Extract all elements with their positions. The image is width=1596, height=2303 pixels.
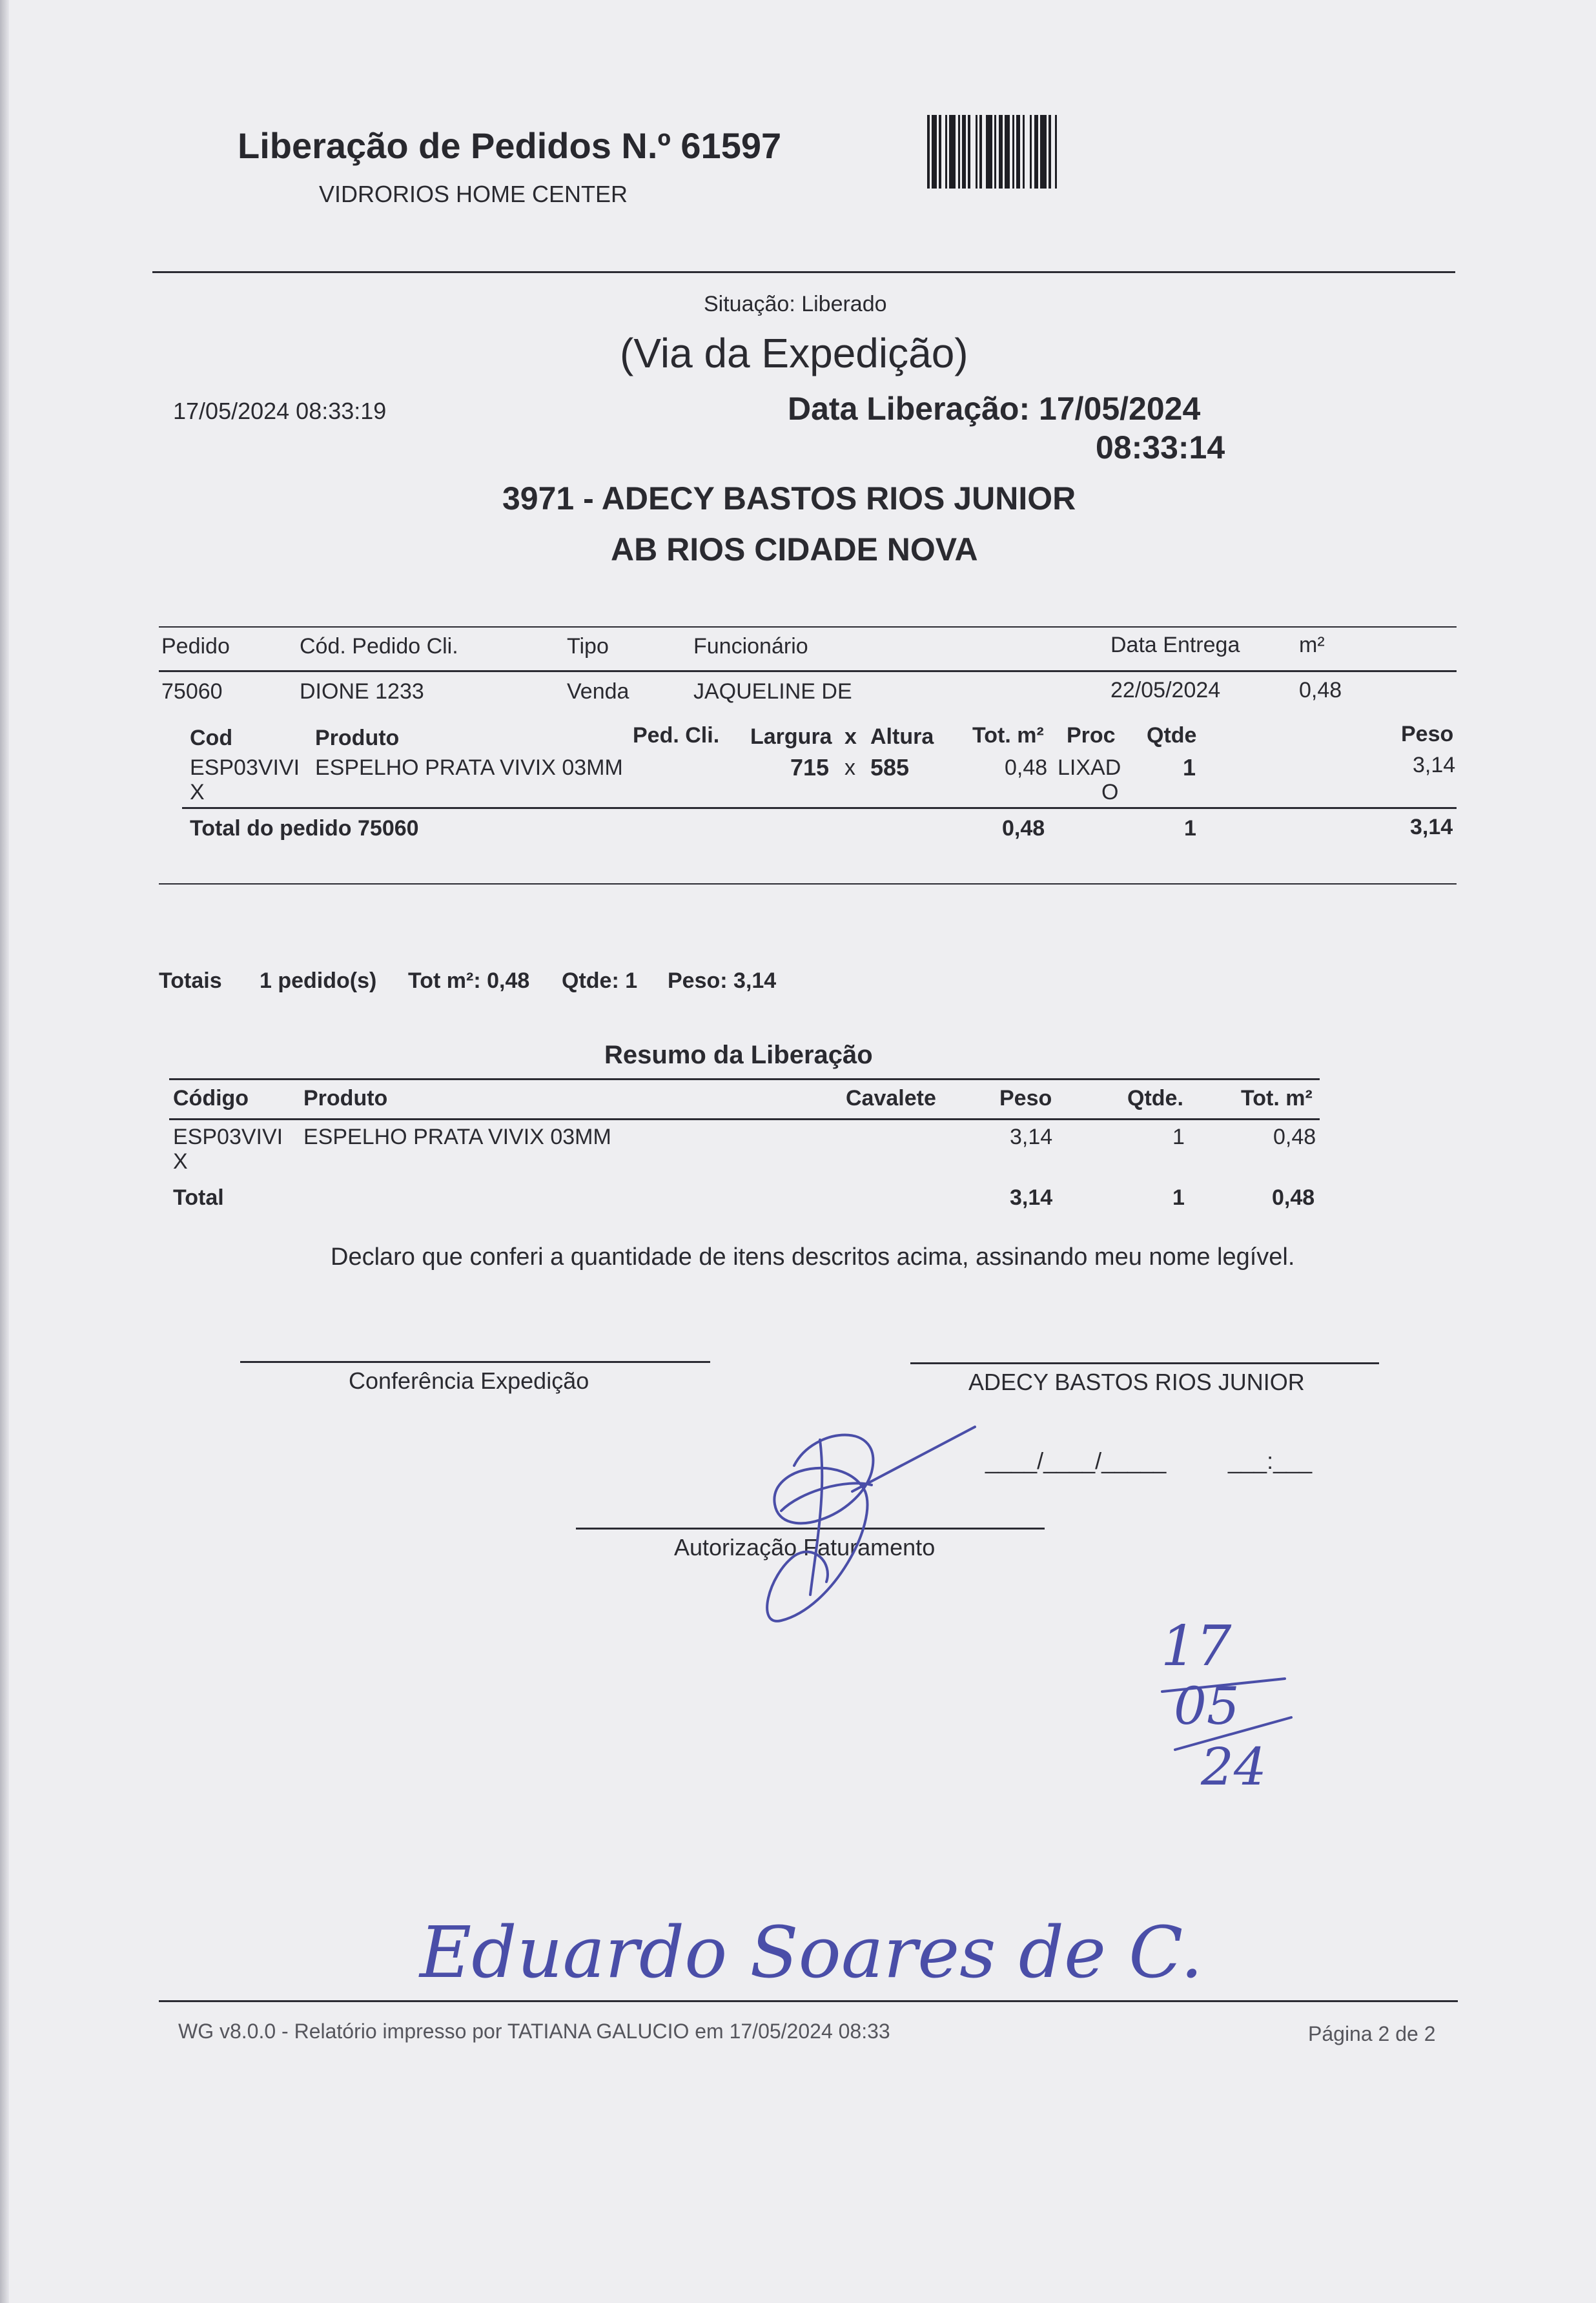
resumo-header-qtde: Qtde. [1127,1086,1183,1111]
handwritten-name: Eduardo Soares de C. [420,1911,1203,1994]
item-header-cod: Cod [190,726,233,750]
order-total-label: Total do pedido 75060 [190,816,419,841]
resumo-total-peso: 3,14 [1010,1185,1053,1210]
totals-qtde: Qtde: 1 [562,968,638,993]
totals-m2: Tot m²: 0,48 [408,968,530,993]
item-header-altura: Altura [870,724,934,749]
situacao-text: Situação: Liberado [704,292,887,316]
resumo-header-peso: Peso [999,1086,1052,1111]
signature-label-left: Conferência Expedição [349,1367,589,1394]
signature-line-left [240,1361,710,1363]
data-liberacao: Data Liberação: 17/05/2024 [788,391,1201,427]
resumo-qtde: 1 [1172,1125,1185,1149]
cod-pedido-cli: DIONE 1233 [300,679,424,704]
resumo-codigo-line1: ESP03VIVI [173,1125,283,1149]
col-header-cod-pedido-cli: Cód. Pedido Cli. [300,634,458,659]
resumo-peso: 3,14 [1010,1125,1053,1149]
resumo-header-tot-m2: Tot. m² [1241,1086,1313,1111]
item-header-largura: Largura [750,724,832,749]
resumo-title: Resumo da Liberação [604,1041,873,1069]
totals-peso: Peso: 3,14 [668,968,777,993]
footer-page-number: Página 2 de 2 [1308,2022,1436,2045]
col-header-data-entrega: Data Entrega [1110,633,1240,657]
time-blank: ___:___ [1228,1448,1313,1474]
item-peso: 3,14 [1413,753,1456,777]
pedido-number: 75060 [161,679,223,704]
item-largura: 715 [790,754,830,781]
order-total-peso: 3,14 [1410,815,1453,839]
item-header-qtde: Qtde [1147,723,1197,748]
data-entrega-value: 22/05/2024 [1110,678,1221,702]
signature-scribble [755,1414,988,1633]
data-liberacao-time: 08:33:14 [1096,429,1225,466]
col-header-pedido: Pedido [161,634,230,659]
handwritten-month: 05 [1174,1676,1240,1736]
item-header-peso: Peso [1401,722,1454,746]
signature-label-right: ADECY BASTOS RIOS JUNIOR [968,1369,1305,1395]
resumo-header-produto: Produto [303,1086,388,1111]
totals-label: Totais [159,968,222,993]
resumo-tot-m2: 0,48 [1273,1125,1316,1149]
scan-edge [0,0,9,2303]
item-header-x: x [844,724,857,749]
client-name: 3971 - ADECY BASTOS RIOS JUNIOR [502,480,1076,517]
item-x: x [844,755,855,780]
resumo-header-cavalete: Cavalete [846,1086,936,1111]
resumo-header-line [169,1118,1320,1120]
item-tot-m2: 0,48 [1005,755,1048,780]
tipo-value: Venda [567,679,629,704]
client-store: AB RIOS CIDADE NOVA [611,531,978,568]
signature-line-right [910,1362,1379,1364]
order-table-header-line [159,670,1457,672]
totals-pedidos: 1 pedido(s) [260,968,377,993]
item-proc-line2: O [1101,780,1119,804]
resumo-header-codigo: Código [173,1086,249,1111]
col-header-tipo: Tipo [567,634,609,659]
resumo-codigo-line2: X [173,1149,188,1174]
funcionario-value: JAQUELINE DE [693,679,852,704]
resumo-total-qtde: 1 [1172,1185,1185,1210]
item-header-proc: Proc [1067,723,1116,748]
page-title: Liberação de Pedidos N.º 61597 [238,125,782,166]
order-total-qtde: 1 [1184,816,1196,841]
footer-divider [159,2000,1458,2002]
resumo-total-label: Total [173,1185,224,1210]
order-table-top-line [159,626,1457,628]
header-divider [152,271,1455,273]
item-qtde: 1 [1183,754,1196,781]
company-name: VIDRORIOS HOME CENTER [319,181,628,207]
item-header-tot-m2: Tot. m² [972,723,1044,748]
resumo-produto: ESPELHO PRATA VIVIX 03MM [303,1125,611,1149]
order-total-m2: 0,48 [1002,816,1045,841]
authorization-label: Autorização Faturamento [674,1534,936,1561]
handwritten-year: 24 [1201,1737,1267,1797]
handwritten-day: 17 [1161,1614,1232,1679]
col-header-m2: m² [1299,633,1325,657]
via-label: (Via da Expedição) [620,330,968,376]
declaration-text: Declaro que conferi a quantidade de itens descritos acima, assinando meu nome legível. [331,1244,1295,1271]
footer-left-text: WG v8.0.0 - Relatório impresso por TATIANA GALUCIO em 17/05/2024 08:33 [178,2020,890,2043]
printed-timestamp: 17/05/2024 08:33:19 [173,398,387,424]
item-proc-line1: LIXAD [1058,755,1121,780]
date-blank: ____/____/_____ [985,1448,1167,1474]
m2-value: 0,48 [1299,678,1342,702]
barcode [927,115,1154,189]
item-header-ped-cli: Ped. Cli. [633,723,720,748]
resumo-top-line [169,1078,1320,1080]
item-total-line [182,807,1457,809]
item-header-produto: Produto [315,726,400,750]
item-altura: 585 [870,754,910,781]
col-header-funcionario: Funcionário [693,634,808,659]
resumo-total-tot-m2: 0,48 [1272,1185,1315,1210]
item-cod-line2: X [190,780,205,804]
item-cod-line1: ESP03VIVI [190,755,300,780]
item-produto: ESPELHO PRATA VIVIX 03MM [315,755,623,780]
order-table-bottom-line [159,883,1457,885]
